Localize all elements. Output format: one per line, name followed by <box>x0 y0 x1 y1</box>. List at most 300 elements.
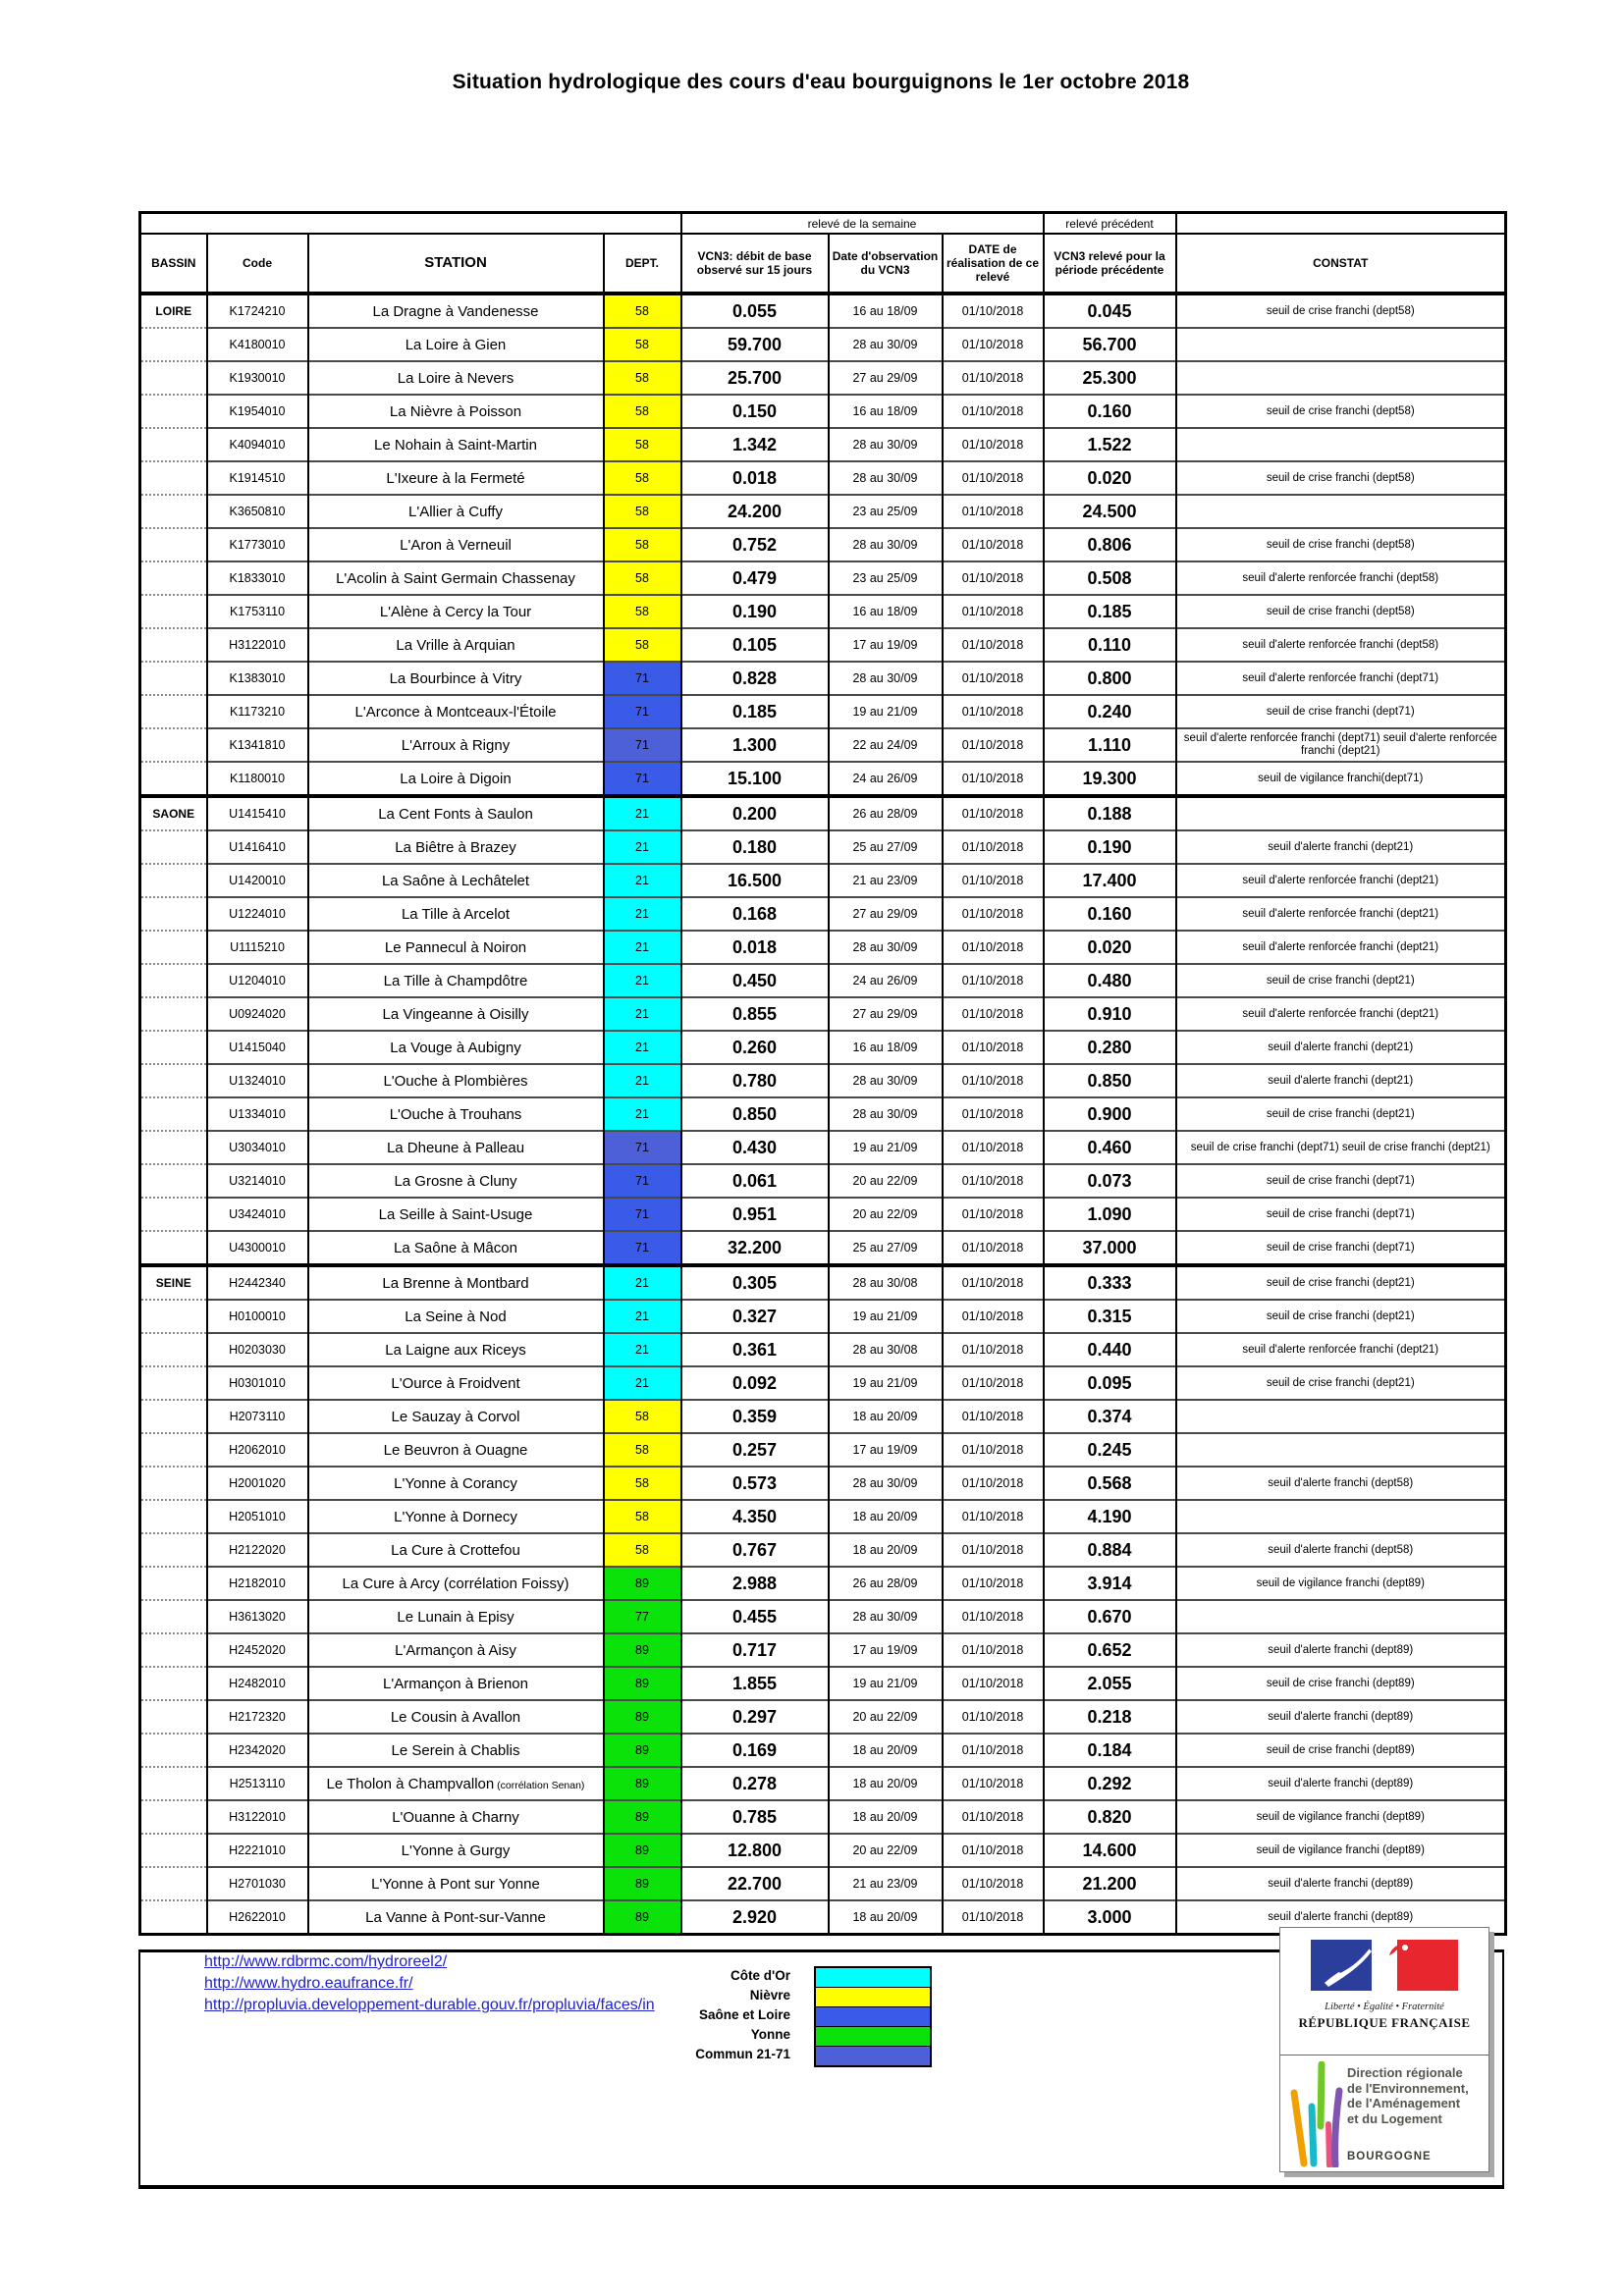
obs-date-cell: 28 au 30/09 <box>829 1064 943 1097</box>
prev-vcn3-cell: 25.300 <box>1044 361 1176 395</box>
footer-link[interactable]: http://propluvia.developpement-durable.gouv.fr/propluvia/faces/in <box>204 1997 655 2013</box>
prev-vcn3-cell: 0.800 <box>1044 662 1176 695</box>
prev-vcn3-cell: 0.850 <box>1044 1064 1176 1097</box>
col-header-date-obs: Date d'observation du VCN3 <box>829 234 943 294</box>
prev-vcn3-cell: 0.073 <box>1044 1164 1176 1198</box>
real-date-cell: 01/10/2018 <box>943 1600 1044 1633</box>
station-cell: La Brenne à Montbard <box>308 1265 604 1300</box>
obs-date-cell: 18 au 20/09 <box>829 1767 943 1800</box>
prev-vcn3-cell: 0.910 <box>1044 997 1176 1031</box>
dept-cell: 58 <box>604 461 681 495</box>
table-row <box>140 528 1506 561</box>
dept-cell: 58 <box>604 495 681 528</box>
legend-swatch <box>816 2046 930 2065</box>
code-cell: H0100010 <box>207 1300 308 1333</box>
code-cell: H2342020 <box>207 1734 308 1767</box>
col-header-vcn3-prev: VCN3 relevé pour la période précédente <box>1044 234 1176 294</box>
real-date-cell: 01/10/2018 <box>943 361 1044 395</box>
real-date-cell: 01/10/2018 <box>943 762 1044 796</box>
code-cell: U1415410 <box>207 796 308 830</box>
table-row <box>140 1131 1506 1164</box>
bassin-cell <box>140 361 207 395</box>
obs-date-cell: 18 au 20/09 <box>829 1500 943 1533</box>
bassin-cell <box>140 1366 207 1400</box>
obs-date-cell: 19 au 21/09 <box>829 1667 943 1700</box>
station-cell: Le Sauzay à Corvol <box>308 1400 604 1433</box>
obs-date-cell: 17 au 19/09 <box>829 1633 943 1667</box>
bassin-cell <box>140 1198 207 1231</box>
legend-label: Yonne <box>750 2027 790 2042</box>
real-date-cell: 01/10/2018 <box>943 1700 1044 1734</box>
bassin-cell <box>140 461 207 495</box>
vcn3-cell: 0.450 <box>681 964 829 997</box>
dept-cell: 21 <box>604 1031 681 1064</box>
code-cell: K1383010 <box>207 662 308 695</box>
obs-date-cell: 28 au 30/09 <box>829 528 943 561</box>
bassin-cell <box>140 662 207 695</box>
code-cell: H2182010 <box>207 1567 308 1600</box>
code-cell: H2221010 <box>207 1834 308 1867</box>
vcn3-cell: 0.061 <box>681 1164 829 1198</box>
vcn3-cell: 0.257 <box>681 1433 829 1467</box>
station-cell: L'Arroux à Rigny <box>308 728 604 762</box>
constat-cell: seuil d'alerte franchi (dept58) <box>1176 1467 1506 1500</box>
table-row <box>140 1064 1506 1097</box>
prev-vcn3-cell: 56.700 <box>1044 328 1176 361</box>
prev-vcn3-cell: 0.652 <box>1044 1633 1176 1667</box>
code-cell: K1173210 <box>207 695 308 728</box>
station-cell: La Laigne aux Riceys <box>308 1333 604 1366</box>
bassin-cell <box>140 1867 207 1900</box>
bassin-cell <box>140 1633 207 1667</box>
dreal-region: BOURGOGNE <box>1347 2151 1432 2163</box>
table-row <box>140 695 1506 728</box>
prev-vcn3-cell: 24.500 <box>1044 495 1176 528</box>
vcn3-cell: 0.951 <box>681 1198 829 1231</box>
code-cell: H0203030 <box>207 1333 308 1366</box>
station-cell: La Seine à Nod <box>308 1300 604 1333</box>
prev-vcn3-cell: 0.188 <box>1044 796 1176 830</box>
code-cell: H2001020 <box>207 1467 308 1500</box>
table-row <box>140 1467 1506 1500</box>
col-header-bassin: BASSIN <box>140 234 207 294</box>
constat-cell: seuil de crise franchi (dept71) <box>1176 695 1506 728</box>
station-cell: La Vingeanne à Oisilly <box>308 997 604 1031</box>
vcn3-cell: 0.780 <box>681 1064 829 1097</box>
table-row <box>140 1867 1506 1900</box>
obs-date-cell: 27 au 29/09 <box>829 997 943 1031</box>
station-cell: La Bourbince à Vitry <box>308 662 604 695</box>
code-cell: K1954010 <box>207 395 308 428</box>
obs-date-cell: 28 au 30/08 <box>829 1333 943 1366</box>
dept-cell: 89 <box>604 1633 681 1667</box>
footer-link[interactable]: http://www.hydro.eaufrance.fr/ <box>204 1975 413 1992</box>
table-row <box>140 1198 1506 1231</box>
station-cell: La Saône à Mâcon <box>308 1231 604 1265</box>
vcn3-cell: 0.018 <box>681 931 829 964</box>
constat-cell: seuil d'alerte renforcée franchi (dept21) <box>1176 1333 1506 1366</box>
table-row <box>140 897 1506 931</box>
obs-date-cell: 17 au 19/09 <box>829 1433 943 1467</box>
constat-cell: seuil d'alerte franchi (dept89) <box>1176 1867 1506 1900</box>
dept-cell: 71 <box>604 1131 681 1164</box>
real-date-cell: 01/10/2018 <box>943 495 1044 528</box>
vcn3-cell: 0.297 <box>681 1700 829 1734</box>
rf-name: RÉPUBLIQUE FRANÇAISE <box>1298 2015 1471 2030</box>
prev-vcn3-cell: 0.184 <box>1044 1734 1176 1767</box>
table-row <box>140 1366 1506 1400</box>
obs-date-cell: 18 au 20/09 <box>829 1900 943 1935</box>
real-date-cell: 01/10/2018 <box>943 1567 1044 1600</box>
prev-vcn3-cell: 0.900 <box>1044 1097 1176 1131</box>
logo-box <box>1279 1927 1489 2172</box>
obs-date-cell: 24 au 26/09 <box>829 762 943 796</box>
bassin-cell <box>140 1031 207 1064</box>
real-date-cell: 01/10/2018 <box>943 662 1044 695</box>
constat-cell: seuil de crise franchi (dept71) seuil de crise franchi (dept21) <box>1176 1131 1506 1164</box>
real-date-cell: 01/10/2018 <box>943 964 1044 997</box>
dept-cell: 71 <box>604 662 681 695</box>
constat-cell: seuil de crise franchi (dept21) <box>1176 1265 1506 1300</box>
header-row <box>140 234 1506 294</box>
vcn3-cell: 0.168 <box>681 897 829 931</box>
vcn3-cell: 2.920 <box>681 1900 829 1935</box>
constat-cell: seuil de vigilance franchi (dept89) <box>1176 1567 1506 1600</box>
station-cell: Le Beuvron à Ouagne <box>308 1433 604 1467</box>
table-row <box>140 864 1506 897</box>
real-date-cell: 01/10/2018 <box>943 461 1044 495</box>
dept-cell: 58 <box>604 328 681 361</box>
bassin-cell: SAONE <box>140 796 207 830</box>
prev-vcn3-cell: 17.400 <box>1044 864 1176 897</box>
band-empty-right <box>1176 213 1506 235</box>
constat-cell: seuil de crise franchi (dept21) <box>1176 1366 1506 1400</box>
code-cell: H2122020 <box>207 1533 308 1567</box>
station-cell: La Loire à Gien <box>308 328 604 361</box>
bassin-cell <box>140 1231 207 1265</box>
code-cell: H2513110 <box>207 1767 308 1800</box>
dept-cell: 89 <box>604 1800 681 1834</box>
constat-cell <box>1176 495 1506 528</box>
prev-vcn3-cell: 0.440 <box>1044 1333 1176 1366</box>
vcn3-cell: 0.092 <box>681 1366 829 1400</box>
dept-cell: 21 <box>604 864 681 897</box>
table-row <box>140 1300 1506 1333</box>
real-date-cell: 01/10/2018 <box>943 628 1044 662</box>
vcn3-cell: 25.700 <box>681 361 829 395</box>
bassin-cell <box>140 1700 207 1734</box>
legend-swatch <box>816 1987 930 2006</box>
code-cell: H3122010 <box>207 1800 308 1834</box>
obs-date-cell: 18 au 20/09 <box>829 1533 943 1567</box>
prev-vcn3-cell: 3.000 <box>1044 1900 1176 1935</box>
dept-cell: 58 <box>604 1433 681 1467</box>
vcn3-cell: 4.350 <box>681 1500 829 1533</box>
station-cell: La Biêtre à Brazey <box>308 830 604 864</box>
constat-cell: seuil d'alerte franchi (dept89) <box>1176 1767 1506 1800</box>
table-row <box>140 461 1506 495</box>
vcn3-cell: 0.278 <box>681 1767 829 1800</box>
station-cell: L'Alène à Cercy la Tour <box>308 595 604 628</box>
prev-vcn3-cell: 0.185 <box>1044 595 1176 628</box>
station-cell: L'Ouanne à Charny <box>308 1800 604 1834</box>
real-date-cell: 01/10/2018 <box>943 1164 1044 1198</box>
obs-date-cell: 28 au 30/09 <box>829 461 943 495</box>
table-row <box>140 561 1506 595</box>
prev-vcn3-cell: 0.045 <box>1044 294 1176 328</box>
code-cell: H2062010 <box>207 1433 308 1467</box>
republique-francaise-logo <box>1280 1928 1488 2056</box>
station-cell: L'Yonne à Gurgy <box>308 1834 604 1867</box>
real-date-cell: 01/10/2018 <box>943 1767 1044 1800</box>
obs-date-cell: 25 au 27/09 <box>829 1231 943 1265</box>
table-row <box>140 830 1506 864</box>
real-date-cell: 01/10/2018 <box>943 728 1044 762</box>
prev-vcn3-cell: 0.020 <box>1044 461 1176 495</box>
footer-links <box>204 1951 655 2016</box>
legend-swatch <box>816 1968 930 1987</box>
station-cell: La Cure à Arcy (corrélation Foissy) <box>308 1567 604 1600</box>
obs-date-cell: 22 au 24/09 <box>829 728 943 762</box>
table-row <box>140 628 1506 662</box>
bassin-cell <box>140 628 207 662</box>
constat-cell: seuil de crise franchi (dept58) <box>1176 528 1506 561</box>
obs-date-cell: 21 au 23/09 <box>829 864 943 897</box>
bassin-cell <box>140 1900 207 1935</box>
vcn3-cell: 0.327 <box>681 1300 829 1333</box>
obs-date-cell: 20 au 22/09 <box>829 1164 943 1198</box>
obs-date-cell: 26 au 28/09 <box>829 796 943 830</box>
code-cell: K1753110 <box>207 595 308 628</box>
station-cell: Le Serein à Chablis <box>308 1734 604 1767</box>
constat-cell: seuil de crise franchi (dept58) <box>1176 461 1506 495</box>
table-row <box>140 1633 1506 1667</box>
legend-labels <box>599 1966 790 2064</box>
prev-vcn3-cell: 0.160 <box>1044 897 1176 931</box>
dept-cell: 71 <box>604 728 681 762</box>
obs-date-cell: 24 au 26/09 <box>829 964 943 997</box>
prev-vcn3-cell: 0.160 <box>1044 395 1176 428</box>
code-cell: H2442340 <box>207 1265 308 1300</box>
vcn3-cell: 22.700 <box>681 1867 829 1900</box>
dept-cell: 89 <box>604 1867 681 1900</box>
vcn3-cell: 1.855 <box>681 1667 829 1700</box>
table-row <box>140 1231 1506 1265</box>
hydro-table <box>138 211 1507 1936</box>
dept-cell: 58 <box>604 1467 681 1500</box>
obs-date-cell: 28 au 30/09 <box>829 1467 943 1500</box>
station-cell: La Grosne à Cluny <box>308 1164 604 1198</box>
bassin-cell <box>140 1131 207 1164</box>
real-date-cell: 01/10/2018 <box>943 864 1044 897</box>
obs-date-cell: 20 au 22/09 <box>829 1834 943 1867</box>
vcn3-cell: 0.359 <box>681 1400 829 1433</box>
table-row <box>140 1667 1506 1700</box>
station-cell: L'Yonne à Dornecy <box>308 1500 604 1533</box>
dept-cell: 58 <box>604 561 681 595</box>
constat-cell: seuil d'alerte franchi (dept58) <box>1176 1533 1506 1567</box>
station-cell: La Vrille à Arquian <box>308 628 604 662</box>
constat-cell <box>1176 1433 1506 1467</box>
legend-swatch <box>816 2006 930 2026</box>
station-cell: L'Ixeure à la Fermeté <box>308 461 604 495</box>
bassin-cell <box>140 1834 207 1867</box>
real-date-cell: 01/10/2018 <box>943 294 1044 328</box>
code-cell: U1420010 <box>207 864 308 897</box>
dept-cell: 58 <box>604 1533 681 1567</box>
dept-cell: 71 <box>604 1231 681 1265</box>
bassin-cell <box>140 1567 207 1600</box>
obs-date-cell: 26 au 28/09 <box>829 1567 943 1600</box>
table-row <box>140 1734 1506 1767</box>
col-header-date-real: DATE de réalisation de ce relevé <box>943 234 1044 294</box>
station-cell: Le Lunain à Episy <box>308 1600 604 1633</box>
bassin-cell <box>140 1600 207 1633</box>
constat-cell: seuil d'alerte renforcée franchi (dept58) <box>1176 561 1506 595</box>
real-date-cell: 01/10/2018 <box>943 428 1044 461</box>
code-cell: H2073110 <box>207 1400 308 1433</box>
real-date-cell: 01/10/2018 <box>943 1064 1044 1097</box>
table-row <box>140 1265 1506 1300</box>
station-cell: Le Nohain à Saint-Martin <box>308 428 604 461</box>
vcn3-cell: 0.169 <box>681 1734 829 1767</box>
obs-date-cell: 18 au 20/09 <box>829 1800 943 1834</box>
real-date-cell: 01/10/2018 <box>943 1667 1044 1700</box>
bassin-cell <box>140 595 207 628</box>
legend-label: Saône et Loire <box>698 2007 790 2022</box>
obs-date-cell: 16 au 18/09 <box>829 1031 943 1064</box>
dept-cell: 58 <box>604 395 681 428</box>
table-row <box>140 1567 1506 1600</box>
station-cell: La Dheune à Palleau <box>308 1131 604 1164</box>
obs-date-cell: 27 au 29/09 <box>829 361 943 395</box>
vcn3-cell: 12.800 <box>681 1834 829 1867</box>
station-cell: Le Pannecul à Noiron <box>308 931 604 964</box>
real-date-cell: 01/10/2018 <box>943 1834 1044 1867</box>
code-cell: U1115210 <box>207 931 308 964</box>
vcn3-cell: 0.055 <box>681 294 829 328</box>
table-row <box>140 1400 1506 1433</box>
obs-date-cell: 16 au 18/09 <box>829 395 943 428</box>
code-cell: K1930010 <box>207 361 308 395</box>
table-row <box>140 762 1506 796</box>
obs-date-cell: 20 au 22/09 <box>829 1700 943 1734</box>
real-date-cell: 01/10/2018 <box>943 1366 1044 1400</box>
prev-vcn3-cell: 0.280 <box>1044 1031 1176 1064</box>
obs-date-cell: 28 au 30/09 <box>829 328 943 361</box>
prev-vcn3-cell: 0.020 <box>1044 931 1176 964</box>
dept-cell: 21 <box>604 1064 681 1097</box>
prev-vcn3-cell: 1.090 <box>1044 1198 1176 1231</box>
footer-link[interactable]: http://www.rdbrmc.com/hydroreel2/ <box>204 1953 448 1970</box>
dept-cell: 58 <box>604 294 681 328</box>
vcn3-cell: 0.455 <box>681 1600 829 1633</box>
code-cell: H2051010 <box>207 1500 308 1533</box>
vcn3-cell: 0.855 <box>681 997 829 1031</box>
station-cell: La Cent Fonts à Saulon <box>308 796 604 830</box>
real-date-cell: 01/10/2018 <box>943 1265 1044 1300</box>
bassin-cell <box>140 1333 207 1366</box>
real-date-cell: 01/10/2018 <box>943 528 1044 561</box>
constat-cell: seuil d'alerte renforcée franchi (dept21) <box>1176 997 1506 1031</box>
bassin-cell <box>140 1800 207 1834</box>
obs-date-cell: 28 au 30/09 <box>829 931 943 964</box>
bassin-cell <box>140 1667 207 1700</box>
legend-label: Commun 21-71 <box>695 2047 790 2061</box>
prev-vcn3-cell: 0.884 <box>1044 1533 1176 1567</box>
constat-cell: seuil d'alerte renforcée franchi (dept21) <box>1176 864 1506 897</box>
prev-vcn3-cell: 0.508 <box>1044 561 1176 595</box>
obs-date-cell: 19 au 21/09 <box>829 1366 943 1400</box>
prev-vcn3-cell: 14.600 <box>1044 1834 1176 1867</box>
station-cell: La Cure à Crottefou <box>308 1533 604 1567</box>
table-row <box>140 997 1506 1031</box>
col-header-station: STATION <box>308 234 604 294</box>
obs-date-cell: 23 au 25/09 <box>829 561 943 595</box>
bassin-cell <box>140 964 207 997</box>
prev-vcn3-cell: 0.292 <box>1044 1767 1176 1800</box>
constat-cell: seuil de crise franchi (dept71) <box>1176 1198 1506 1231</box>
dept-cell: 21 <box>604 897 681 931</box>
dept-cell: 21 <box>604 1097 681 1131</box>
legend-swatch <box>816 2026 930 2046</box>
station-cell: La Loire à Digoin <box>308 762 604 796</box>
prev-vcn3-cell: 0.245 <box>1044 1433 1176 1467</box>
bassin-cell <box>140 328 207 361</box>
real-date-cell: 01/10/2018 <box>943 1031 1044 1064</box>
constat-cell: seuil d'alerte renforcée franchi (dept21) <box>1176 931 1506 964</box>
page-title: Situation hydrologique des cours d'eau bourguignons le 1er octobre 2018 <box>452 71 1190 93</box>
prev-vcn3-cell: 19.300 <box>1044 762 1176 796</box>
code-cell: H2172320 <box>207 1700 308 1734</box>
code-cell: H2452020 <box>207 1633 308 1667</box>
constat-cell: seuil de vigilance franchi (dept89) <box>1176 1800 1506 1834</box>
bassin-cell <box>140 1533 207 1567</box>
station-cell: La Tille à Champdôtre <box>308 964 604 997</box>
code-cell: K1180010 <box>207 762 308 796</box>
bassin-cell <box>140 1097 207 1131</box>
prev-vcn3-cell: 0.110 <box>1044 628 1176 662</box>
constat-cell: seuil de crise franchi (dept21) <box>1176 964 1506 997</box>
vcn3-cell: 0.573 <box>681 1467 829 1500</box>
prev-vcn3-cell: 0.806 <box>1044 528 1176 561</box>
obs-date-cell: 28 au 30/08 <box>829 1265 943 1300</box>
dept-cell: 89 <box>604 1834 681 1867</box>
real-date-cell: 01/10/2018 <box>943 1300 1044 1333</box>
station-note: (corrélation Senan) <box>494 1779 585 1791</box>
bassin-cell <box>140 830 207 864</box>
constat-cell <box>1176 361 1506 395</box>
table-row <box>140 1533 1506 1567</box>
station-cell: L'Yonne à Pont sur Yonne <box>308 1867 604 1900</box>
obs-date-cell: 17 au 19/09 <box>829 628 943 662</box>
prev-vcn3-cell: 1.522 <box>1044 428 1176 461</box>
station-cell: La Vouge à Aubigny <box>308 1031 604 1064</box>
real-date-cell: 01/10/2018 <box>943 1400 1044 1433</box>
table-row <box>140 1097 1506 1131</box>
dept-cell: 58 <box>604 428 681 461</box>
obs-date-cell: 19 au 21/09 <box>829 1300 943 1333</box>
vcn3-cell: 0.018 <box>681 461 829 495</box>
bassin-cell <box>140 897 207 931</box>
constat-cell <box>1176 1600 1506 1633</box>
station-cell: L'Ouche à Trouhans <box>308 1097 604 1131</box>
dept-cell: 71 <box>604 1198 681 1231</box>
constat-cell: seuil d'alerte franchi (dept89) <box>1176 1900 1506 1935</box>
obs-date-cell: 25 au 27/09 <box>829 830 943 864</box>
dept-cell: 89 <box>604 1667 681 1700</box>
vcn3-cell: 0.717 <box>681 1633 829 1667</box>
